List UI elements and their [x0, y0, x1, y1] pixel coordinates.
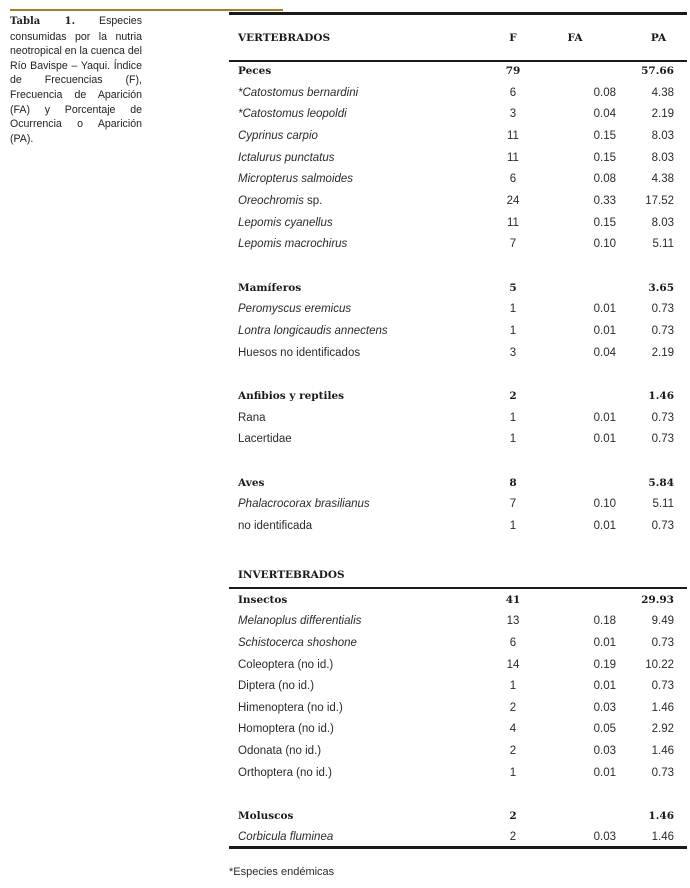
value-f: 1	[509, 680, 517, 692]
value-f: 14	[506, 659, 520, 671]
group-name: Insectos	[238, 594, 288, 606]
table-row	[229, 676, 687, 696]
value-f: 1	[509, 412, 517, 424]
table-row	[229, 213, 687, 233]
group-f: 5	[509, 282, 517, 294]
group-row-insectos	[229, 590, 687, 610]
value-fa: 0.01	[593, 680, 616, 692]
value-pa: 0.73	[651, 412, 674, 424]
table-caption	[10, 14, 142, 146]
value-f: 24	[506, 195, 520, 207]
group-row-anfibios	[229, 386, 687, 406]
species-name: Rana	[238, 412, 266, 424]
header-vertebrados: VERTEBRADOS	[238, 32, 331, 44]
table-header	[229, 28, 687, 48]
table-row	[229, 104, 687, 124]
group-row-peces	[229, 61, 687, 81]
group-name: Moluscos	[238, 810, 294, 822]
table-row	[229, 191, 687, 211]
value-fa: 0.03	[593, 831, 616, 843]
group-f: 2	[509, 390, 517, 402]
group-f: 2	[509, 810, 517, 822]
value-fa: 0.04	[593, 347, 616, 359]
value-f: 1	[509, 325, 517, 337]
group-f: 79	[505, 65, 521, 77]
table-row	[229, 321, 687, 341]
value-fa: 0.05	[593, 723, 616, 735]
table-row	[229, 633, 687, 653]
group-pa: 5.84	[648, 477, 674, 489]
value-f: 13	[506, 615, 520, 627]
species-name: Coleoptera (no id.)	[238, 659, 334, 671]
group-pa: 1.46	[648, 810, 674, 822]
group-f: 8	[509, 477, 517, 489]
table-row	[229, 655, 687, 675]
value-f: 1	[509, 433, 517, 445]
group-name: Aves	[238, 477, 265, 489]
species-genus: Oreochromis	[238, 195, 304, 207]
value-pa: 17.52	[645, 195, 674, 207]
species-name	[238, 191, 322, 211]
group-row-mamiferos	[229, 278, 687, 298]
value-f: 11	[507, 130, 519, 142]
table-row	[229, 494, 687, 514]
species-name: Melanoplus differentialis	[238, 615, 362, 627]
value-f: 1	[509, 767, 517, 779]
header-pa: PA	[650, 32, 667, 44]
section-invertebrados	[229, 565, 687, 585]
group-name: Anfibios y reptiles	[238, 390, 345, 402]
value-pa: 0.73	[651, 637, 674, 649]
header-fa: FA	[567, 32, 583, 44]
table-row	[229, 516, 687, 536]
header-f: F	[509, 32, 517, 44]
value-f: 7	[509, 498, 517, 510]
value-fa: 0.03	[593, 745, 616, 757]
value-f: 3	[509, 347, 517, 359]
value-fa: 0.10	[593, 238, 616, 250]
value-pa: 2.19	[651, 347, 674, 359]
value-pa: 2.92	[651, 723, 674, 735]
species-name: Himenoptera (no id.)	[238, 702, 343, 714]
value-fa: 0.01	[593, 412, 616, 424]
value-fa: 0.01	[593, 637, 616, 649]
species-name: Lacertidae	[238, 433, 292, 445]
value-f: 3	[509, 108, 517, 120]
value-fa: 0.03	[593, 702, 616, 714]
value-pa: 1.46	[651, 702, 674, 714]
group-pa: 1.46	[648, 390, 674, 402]
table-row	[229, 234, 687, 254]
species-name: Phalacrocorax brasilianus	[238, 498, 370, 510]
caption-label: Tabla 1.	[10, 16, 76, 27]
species-name: Huesos no identificados	[238, 347, 361, 359]
footnote: *Especies endémicas	[229, 866, 335, 878]
value-f: 2	[509, 745, 517, 757]
value-f: 11	[507, 217, 519, 229]
table-row	[229, 408, 687, 428]
species-name: Homoptera (no id.)	[238, 723, 334, 735]
table-row	[229, 83, 687, 103]
table-row	[229, 827, 687, 847]
species-name: no identificada	[238, 520, 313, 532]
value-f: 6	[509, 637, 517, 649]
species-name: Lepomis macrochirus	[238, 238, 348, 250]
species-name: Lontra longicaudis annectens	[238, 325, 388, 337]
value-pa: 5.11	[652, 238, 674, 250]
value-fa: 0.18	[593, 615, 616, 627]
value-f: 1	[509, 303, 517, 315]
caption-text: Especies consumidas por la nutria neotropical en la cuenca del Río Bavispe – Yaqui. Índice de Frecuencias (F), Frecuencia de Aparición (FA) y Porcentaje de Ocurrencia o Aparición (PA).	[10, 15, 142, 145]
species-name: Ictalurus punctatus	[238, 152, 335, 164]
value-fa: 0.15	[593, 130, 616, 142]
species-name: Schistocerca shoshone	[238, 637, 357, 649]
group-pa: 29.93	[641, 594, 674, 606]
species-suffix: sp.	[303, 195, 323, 207]
value-f: 6	[509, 173, 517, 185]
table-row	[229, 429, 687, 449]
value-pa: 0.73	[651, 325, 674, 337]
value-f: 11	[507, 152, 519, 164]
table-row	[229, 126, 687, 146]
species-name: Diptera (no id.)	[238, 680, 315, 692]
section-title: INVERTEBRADOS	[238, 569, 345, 581]
value-fa: 0.01	[593, 325, 616, 337]
value-fa: 0.01	[593, 303, 616, 315]
group-row-moluscos	[229, 806, 687, 826]
value-pa: 2.19	[651, 108, 674, 120]
value-pa: 8.03	[651, 217, 674, 229]
species-name: Cyprinus carpio	[238, 130, 318, 142]
value-pa: 5.11	[652, 498, 674, 510]
table-row	[229, 169, 687, 189]
value-fa: 0.01	[593, 433, 616, 445]
group-f: 41	[505, 594, 521, 606]
value-pa: 8.03	[651, 152, 674, 164]
value-fa: 0.01	[593, 520, 616, 532]
value-pa: 0.73	[651, 303, 674, 315]
species-name: Lepomis cyanellus	[238, 217, 333, 229]
value-pa: 4.38	[651, 173, 674, 185]
value-pa: 4.38	[651, 87, 674, 99]
species-name: Peromyscus eremicus	[238, 303, 352, 315]
table-row	[229, 148, 687, 168]
value-pa: 0.73	[651, 433, 674, 445]
table-row	[229, 719, 687, 739]
group-row-aves	[229, 473, 687, 493]
value-f: 1	[509, 520, 517, 532]
species-name: Orthoptera (no id.)	[238, 767, 332, 779]
value-f: 4	[509, 723, 517, 735]
value-pa: 1.46	[651, 831, 674, 843]
table-row	[229, 611, 687, 631]
species-name: Micropterus salmoides	[238, 173, 354, 185]
invertebrados-rule	[229, 587, 687, 589]
value-f: 2	[509, 702, 517, 714]
value-fa: 0.01	[593, 767, 616, 779]
value-f: 6	[509, 87, 517, 99]
value-f: 2	[509, 831, 517, 843]
value-fa: 0.19	[593, 659, 616, 671]
value-fa: 0.04	[593, 108, 616, 120]
value-fa: 0.10	[593, 498, 616, 510]
value-fa: 0.33	[593, 195, 616, 207]
value-pa: 9.49	[651, 615, 674, 627]
value-pa: 0.73	[651, 520, 674, 532]
species-name: Odonata (no id.)	[238, 745, 322, 757]
species-name: Corbicula fluminea	[238, 831, 334, 843]
caption-top-rule	[10, 9, 283, 11]
table-top-rule	[229, 12, 687, 15]
table-row	[229, 698, 687, 718]
value-fa: 0.08	[593, 87, 616, 99]
table-row	[229, 741, 687, 761]
table-row	[229, 299, 687, 319]
value-f: 7	[509, 238, 517, 250]
species-name: *Catostomus bernardini	[238, 87, 359, 99]
value-fa: 0.15	[593, 217, 616, 229]
group-pa: 3.65	[648, 282, 674, 294]
value-pa: 1.46	[651, 745, 674, 757]
table-row	[229, 763, 687, 783]
value-pa: 8.03	[651, 130, 674, 142]
value-pa: 0.73	[651, 767, 674, 779]
group-name: Peces	[238, 65, 272, 77]
group-name: Mamíferos	[238, 282, 302, 294]
species-name: *Catostomus leopoldi	[238, 108, 347, 120]
value-fa: 0.08	[593, 173, 616, 185]
table-row	[229, 343, 687, 363]
group-pa: 57.66	[641, 65, 674, 77]
value-pa: 10.22	[645, 659, 674, 671]
value-fa: 0.15	[593, 152, 616, 164]
value-pa: 0.73	[651, 680, 674, 692]
